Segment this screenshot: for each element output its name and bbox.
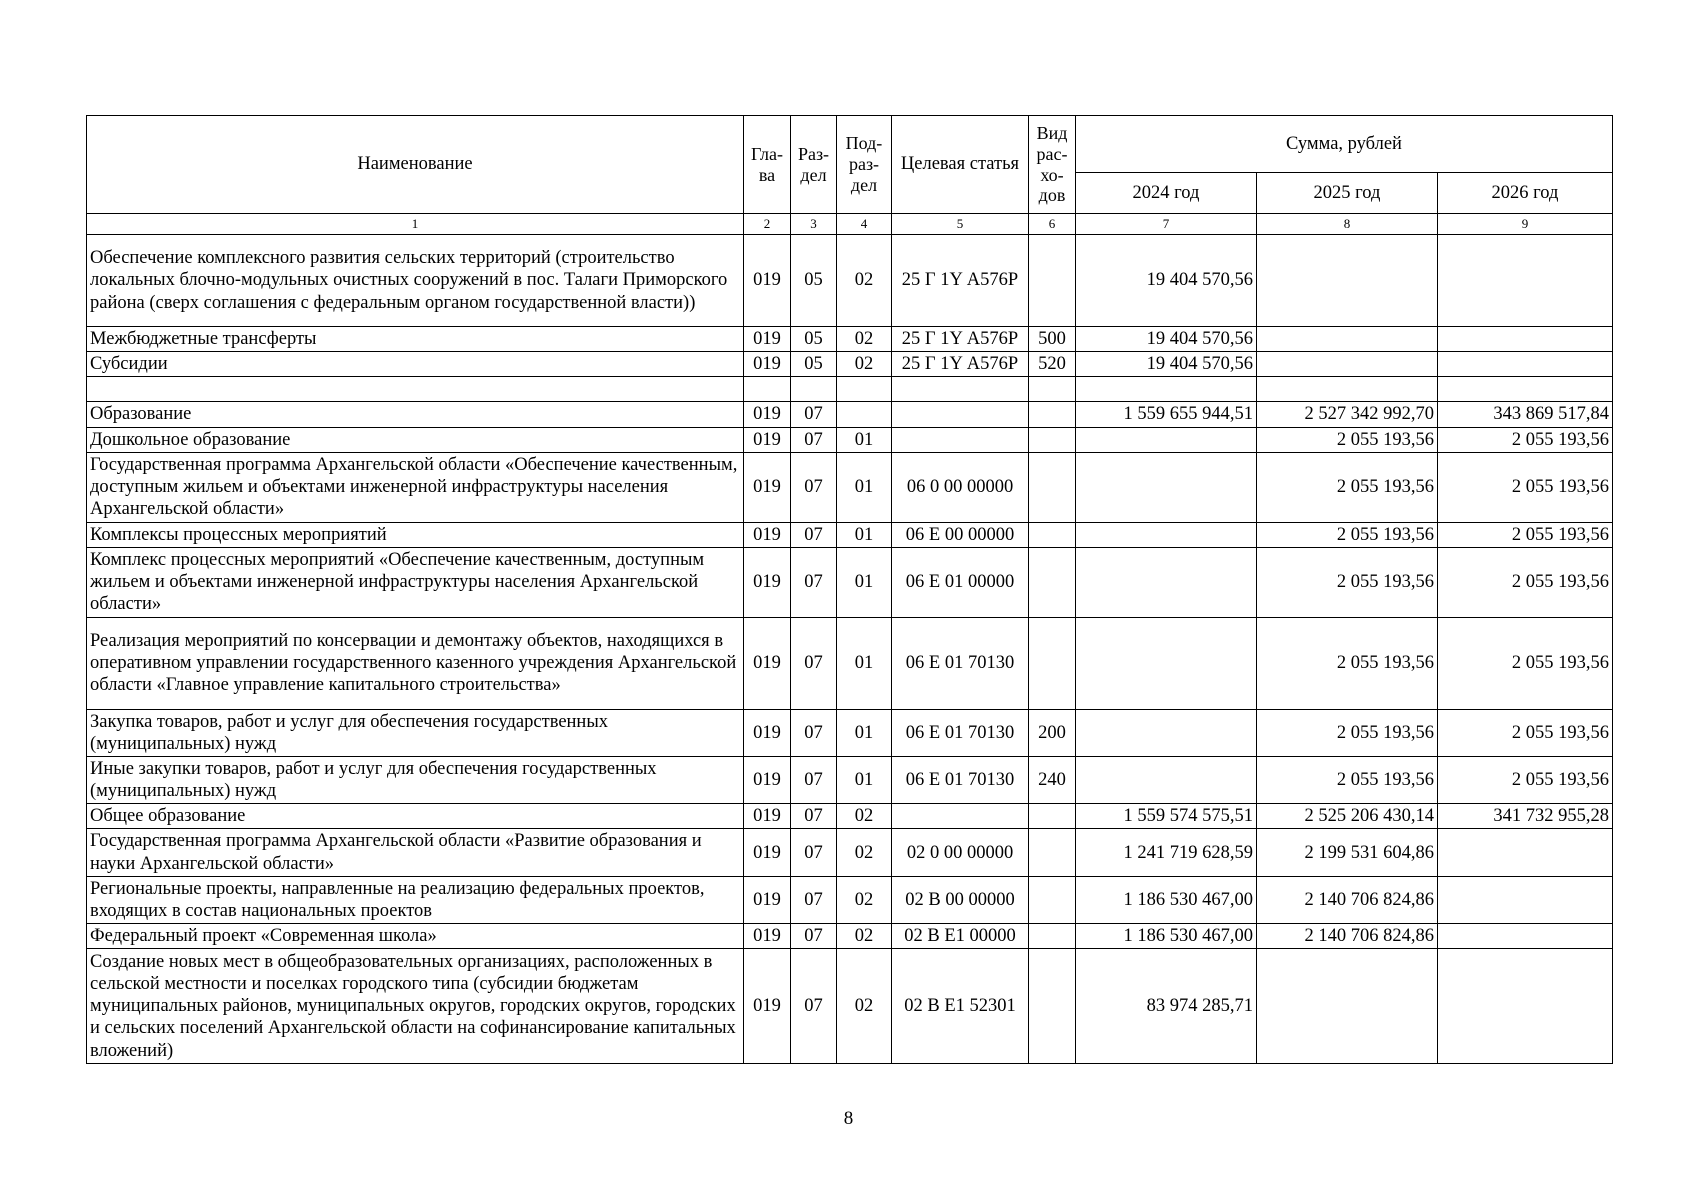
row-glava: 019 xyxy=(744,804,791,829)
row-podrazdel: 02 xyxy=(837,327,892,352)
row-vid xyxy=(1029,949,1076,1064)
table-row xyxy=(87,547,1613,617)
row-amount-2026: 341 732 955,28 xyxy=(1438,804,1613,829)
row-glava xyxy=(744,377,791,402)
header-year-2026: 2026 год xyxy=(1438,173,1613,214)
col-number: 9 xyxy=(1438,214,1613,235)
table-row xyxy=(87,352,1613,377)
header-vid: Вид рас-хо-дов xyxy=(1029,116,1076,214)
row-amount-2026: 2 055 193,56 xyxy=(1438,522,1613,547)
row-podrazdel: 01 xyxy=(837,617,892,709)
row-razdel: 05 xyxy=(791,235,837,327)
row-amount-2025: 2 055 193,56 xyxy=(1257,427,1438,452)
row-target xyxy=(892,377,1029,402)
row-razdel: 07 xyxy=(791,924,837,949)
header-name: Наименование xyxy=(87,116,744,214)
row-amount-2024 xyxy=(1076,427,1257,452)
row-vid: 200 xyxy=(1029,709,1076,756)
row-amount-2024 xyxy=(1076,452,1257,522)
row-name: Иные закупки товаров, работ и услуг для обеспечения государственных (муниципальных) нужд xyxy=(87,756,744,803)
row-glava: 019 xyxy=(744,327,791,352)
row-name: Дошкольное образование xyxy=(87,427,744,452)
row-target: 02 0 00 00000 xyxy=(892,829,1029,876)
row-amount-2025 xyxy=(1257,377,1438,402)
row-glava: 019 xyxy=(744,924,791,949)
table-row xyxy=(87,522,1613,547)
row-vid xyxy=(1029,522,1076,547)
row-amount-2024: 1 241 719 628,59 xyxy=(1076,829,1257,876)
row-podrazdel: 01 xyxy=(837,709,892,756)
row-target: 06 0 00 00000 xyxy=(892,452,1029,522)
row-name: Межбюджетные трансферты xyxy=(87,327,744,352)
row-glava: 019 xyxy=(744,617,791,709)
row-amount-2025: 2 055 193,56 xyxy=(1257,709,1438,756)
row-glava: 019 xyxy=(744,235,791,327)
row-razdel: 07 xyxy=(791,427,837,452)
row-razdel: 07 xyxy=(791,547,837,617)
row-amount-2026 xyxy=(1438,949,1613,1064)
row-amount-2025: 2 055 193,56 xyxy=(1257,452,1438,522)
row-amount-2025 xyxy=(1257,327,1438,352)
table-row xyxy=(87,924,1613,949)
row-glava: 019 xyxy=(744,756,791,803)
row-amount-2025: 2 525 206 430,14 xyxy=(1257,804,1438,829)
row-vid xyxy=(1029,804,1076,829)
row-amount-2025: 2 055 193,56 xyxy=(1257,522,1438,547)
table-row xyxy=(87,949,1613,1064)
row-amount-2026 xyxy=(1438,924,1613,949)
row-amount-2026 xyxy=(1438,829,1613,876)
row-podrazdel: 02 xyxy=(837,876,892,923)
row-amount-2025: 2 140 706 824,86 xyxy=(1257,924,1438,949)
row-target: 25 Г 1Y А576Р xyxy=(892,352,1029,377)
row-razdel: 07 xyxy=(791,709,837,756)
header-year-2024: 2024 год xyxy=(1076,173,1257,214)
row-name: Обеспечение комплексного развития сельских территорий (строительство локальных блочно-модульных очистных сооружений в пос. Талаги Приморского района (сверх соглашения с федеральным органом государственной власти)) xyxy=(87,235,744,327)
row-target: 06 Е 01 00000 xyxy=(892,547,1029,617)
row-amount-2024 xyxy=(1076,522,1257,547)
row-razdel xyxy=(791,377,837,402)
row-podrazdel: 02 xyxy=(837,804,892,829)
table-row xyxy=(87,377,1613,402)
header-razdel: Раз-дел xyxy=(791,116,837,214)
row-podrazdel: 02 xyxy=(837,235,892,327)
row-name: Создание новых мест в общеобразовательных организациях, расположенных в сельской местности и поселках городского типа (субсидии бюджетам муниципальных районов, муниципальных округов, городских округов, городских и сельских поселений Архангельской области на софинансирование капитальных вложений) xyxy=(87,949,744,1064)
row-amount-2024: 1 186 530 467,00 xyxy=(1076,924,1257,949)
row-podrazdel: 01 xyxy=(837,427,892,452)
header-year-2025: 2025 год xyxy=(1257,173,1438,214)
row-amount-2024 xyxy=(1076,709,1257,756)
row-razdel: 07 xyxy=(791,522,837,547)
row-vid: 500 xyxy=(1029,327,1076,352)
row-target: 06 Е 01 70130 xyxy=(892,709,1029,756)
row-amount-2026: 2 055 193,56 xyxy=(1438,452,1613,522)
col-number: 7 xyxy=(1076,214,1257,235)
row-amount-2025 xyxy=(1257,949,1438,1064)
row-razdel: 05 xyxy=(791,352,837,377)
row-amount-2026: 2 055 193,56 xyxy=(1438,427,1613,452)
row-podrazdel xyxy=(837,377,892,402)
row-target xyxy=(892,402,1029,427)
row-amount-2024: 19 404 570,56 xyxy=(1076,352,1257,377)
row-name: Региональные проекты, направленные на реализацию федеральных проектов, входящих в состав национальных проектов xyxy=(87,876,744,923)
row-glava: 019 xyxy=(744,352,791,377)
table-row xyxy=(87,427,1613,452)
row-amount-2024 xyxy=(1076,617,1257,709)
header-target: Целевая статья xyxy=(892,116,1029,214)
row-podrazdel: 01 xyxy=(837,522,892,547)
row-amount-2025: 2 055 193,56 xyxy=(1257,547,1438,617)
col-number: 2 xyxy=(744,214,791,235)
row-amount-2024: 1 559 574 575,51 xyxy=(1076,804,1257,829)
row-target: 06 Е 01 70130 xyxy=(892,617,1029,709)
row-target: 02 В Е1 00000 xyxy=(892,924,1029,949)
budget-table xyxy=(86,115,1613,1064)
row-amount-2024: 19 404 570,56 xyxy=(1076,327,1257,352)
page-number: 8 xyxy=(843,1108,854,1129)
row-vid xyxy=(1029,876,1076,923)
row-glava: 019 xyxy=(744,876,791,923)
row-glava: 019 xyxy=(744,949,791,1064)
column-number-row xyxy=(87,214,1613,235)
row-glava: 019 xyxy=(744,709,791,756)
row-glava: 019 xyxy=(744,522,791,547)
row-amount-2024: 19 404 570,56 xyxy=(1076,235,1257,327)
row-name: Комплексы процессных мероприятий xyxy=(87,522,744,547)
row-glava: 019 xyxy=(744,402,791,427)
row-amount-2024: 1 186 530 467,00 xyxy=(1076,876,1257,923)
table-row xyxy=(87,402,1613,427)
row-glava: 019 xyxy=(744,829,791,876)
row-target: 02 В Е1 52301 xyxy=(892,949,1029,1064)
row-amount-2026: 343 869 517,84 xyxy=(1438,402,1613,427)
col-number: 3 xyxy=(791,214,837,235)
row-razdel: 07 xyxy=(791,617,837,709)
row-amount-2026 xyxy=(1438,377,1613,402)
row-amount-2024 xyxy=(1076,547,1257,617)
row-name: Общее образование xyxy=(87,804,744,829)
row-razdel: 07 xyxy=(791,829,837,876)
row-razdel: 07 xyxy=(791,804,837,829)
row-podrazdel: 02 xyxy=(837,924,892,949)
row-amount-2024 xyxy=(1076,377,1257,402)
row-vid xyxy=(1029,924,1076,949)
row-podrazdel: 01 xyxy=(837,547,892,617)
row-name: Федеральный проект «Современная школа» xyxy=(87,924,744,949)
header-sum: Сумма, рублей xyxy=(1076,116,1613,173)
row-podrazdel: 01 xyxy=(837,756,892,803)
row-name: Образование xyxy=(87,402,744,427)
row-target: 06 Е 00 00000 xyxy=(892,522,1029,547)
row-glava: 019 xyxy=(744,452,791,522)
row-glava: 019 xyxy=(744,547,791,617)
row-target: 02 В 00 00000 xyxy=(892,876,1029,923)
row-amount-2026 xyxy=(1438,235,1613,327)
col-number: 5 xyxy=(892,214,1029,235)
row-amount-2025: 2 140 706 824,86 xyxy=(1257,876,1438,923)
table-row xyxy=(87,452,1613,522)
row-glava: 019 xyxy=(744,427,791,452)
table-row xyxy=(87,804,1613,829)
row-vid: 240 xyxy=(1029,756,1076,803)
col-number: 4 xyxy=(837,214,892,235)
table-row xyxy=(87,756,1613,803)
row-vid xyxy=(1029,452,1076,522)
row-name: Закупка товаров, работ и услуг для обеспечения государственных (муниципальных) нужд xyxy=(87,709,744,756)
row-amount-2025: 2 055 193,56 xyxy=(1257,756,1438,803)
row-razdel: 07 xyxy=(791,756,837,803)
row-podrazdel: 02 xyxy=(837,829,892,876)
row-name: Субсидии xyxy=(87,352,744,377)
row-vid xyxy=(1029,402,1076,427)
row-razdel: 07 xyxy=(791,949,837,1064)
row-vid xyxy=(1029,829,1076,876)
col-number: 8 xyxy=(1257,214,1438,235)
row-name: Реализация мероприятий по консервации и демонтажу объектов, находящихся в оперативном управлении государственного казенного учреждения Архангельской области «Главное управление капитального строительства» xyxy=(87,617,744,709)
row-amount-2026: 2 055 193,56 xyxy=(1438,709,1613,756)
table-row xyxy=(87,709,1613,756)
row-amount-2024: 83 974 285,71 xyxy=(1076,949,1257,1064)
row-name: Государственная программа Архангельской области «Обеспечение качественным, доступным жильем и объектами инженерной инфраструктуры населения Архангельской области» xyxy=(87,452,744,522)
row-amount-2026 xyxy=(1438,327,1613,352)
row-name: Государственная программа Архангельской области «Развитие образования и науки Архангельской области» xyxy=(87,829,744,876)
row-razdel: 07 xyxy=(791,402,837,427)
row-podrazdel: 02 xyxy=(837,949,892,1064)
row-vid xyxy=(1029,617,1076,709)
row-amount-2026: 2 055 193,56 xyxy=(1438,756,1613,803)
row-razdel: 07 xyxy=(791,452,837,522)
row-vid: 520 xyxy=(1029,352,1076,377)
header-glava: Гла-ва xyxy=(744,116,791,214)
row-podrazdel: 01 xyxy=(837,452,892,522)
col-number: 1 xyxy=(87,214,744,235)
row-amount-2024 xyxy=(1076,756,1257,803)
row-amount-2025: 2 055 193,56 xyxy=(1257,617,1438,709)
row-amount-2025: 2 199 531 604,86 xyxy=(1257,829,1438,876)
table-row xyxy=(87,876,1613,923)
row-amount-2026: 2 055 193,56 xyxy=(1438,547,1613,617)
table-row xyxy=(87,235,1613,327)
row-vid xyxy=(1029,547,1076,617)
row-target: 25 Г 1Y А576Р xyxy=(892,235,1029,327)
table-row xyxy=(87,829,1613,876)
col-number: 6 xyxy=(1029,214,1076,235)
row-amount-2025 xyxy=(1257,235,1438,327)
row-vid xyxy=(1029,377,1076,402)
row-razdel: 07 xyxy=(791,876,837,923)
row-target: 06 Е 01 70130 xyxy=(892,756,1029,803)
header-podrazdel: Под-раз-дел xyxy=(837,116,892,214)
row-vid xyxy=(1029,427,1076,452)
row-podrazdel: 02 xyxy=(837,352,892,377)
table-row xyxy=(87,327,1613,352)
row-amount-2026 xyxy=(1438,876,1613,923)
row-target xyxy=(892,804,1029,829)
table-row xyxy=(87,617,1613,709)
row-vid xyxy=(1029,235,1076,327)
row-amount-2026: 2 055 193,56 xyxy=(1438,617,1613,709)
row-amount-2024: 1 559 655 944,51 xyxy=(1076,402,1257,427)
row-podrazdel xyxy=(837,402,892,427)
row-target xyxy=(892,427,1029,452)
row-amount-2026 xyxy=(1438,352,1613,377)
table-body xyxy=(87,235,1613,1064)
row-amount-2025 xyxy=(1257,352,1438,377)
row-name xyxy=(87,377,744,402)
row-razdel: 05 xyxy=(791,327,837,352)
row-amount-2025: 2 527 342 992,70 xyxy=(1257,402,1438,427)
row-name: Комплекс процессных мероприятий «Обеспечение качественным, доступным жильем и объектами инженерной инфраструктуры населения Архангельской области» xyxy=(87,547,744,617)
row-target: 25 Г 1Y А576Р xyxy=(892,327,1029,352)
